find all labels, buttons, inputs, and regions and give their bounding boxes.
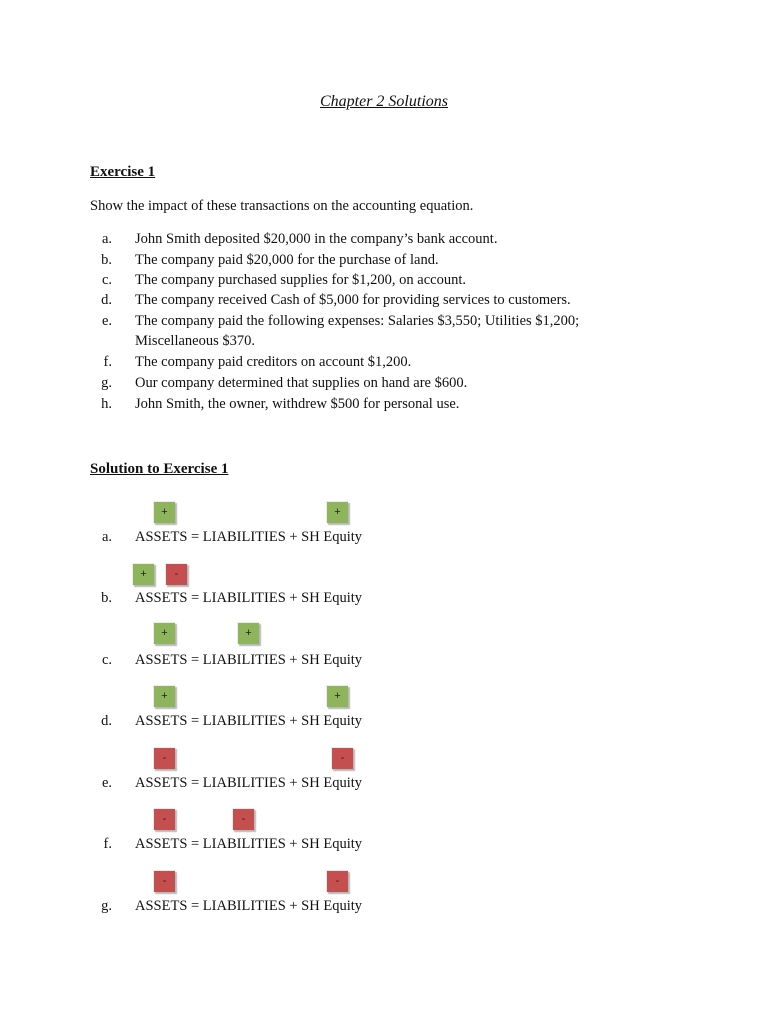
equation-letter: e.: [101, 775, 112, 791]
item-letter: c.: [101, 272, 112, 288]
accounting-equation: ASSETS = LIABILITIES + SH Equity: [135, 529, 363, 545]
equation-letter: c.: [101, 652, 112, 668]
decrease-marker: -: [165, 563, 187, 585]
increase-marker: +: [132, 563, 154, 585]
exercise-heading: Exercise 1: [90, 164, 156, 180]
increase-marker: +: [237, 622, 259, 644]
item-text: The company received Cash of $5,000 for providing services to customers.: [135, 292, 571, 308]
accounting-equation: ASSETS = LIABILITIES + SH Equity: [135, 836, 363, 852]
increase-marker: +: [153, 622, 175, 644]
increase-marker: +: [153, 685, 175, 707]
accounting-equation: ASSETS = LIABILITIES + SH Equity: [135, 713, 363, 729]
increase-marker: +: [326, 501, 348, 523]
item-text: Miscellaneous $370.: [135, 333, 256, 349]
equation-letter: a.: [101, 529, 112, 545]
exercise-instruction: Show the impact of these transactions on the accounting equation.: [90, 198, 474, 214]
item-text: Our company determined that supplies on hand are $600.: [135, 375, 468, 391]
item-text: John Smith deposited $20,000 in the company’s bank account.: [135, 231, 498, 247]
decrease-marker: -: [326, 870, 348, 892]
decrease-marker: -: [153, 870, 175, 892]
decrease-marker: -: [232, 808, 254, 830]
decrease-marker: -: [153, 808, 175, 830]
decrease-marker: -: [331, 747, 353, 769]
accounting-equation: ASSETS = LIABILITIES + SH Equity: [135, 652, 363, 668]
item-letter: e.: [101, 313, 112, 329]
item-text: The company paid $20,000 for the purchase of land.: [135, 252, 439, 268]
item-letter: g.: [101, 375, 112, 391]
decrease-marker: -: [153, 747, 175, 769]
item-letter: b.: [101, 252, 112, 268]
solution-heading: Solution to Exercise 1: [90, 461, 229, 477]
equation-letter: d.: [101, 713, 112, 729]
increase-marker: +: [153, 501, 175, 523]
item-letter: f.: [103, 354, 112, 370]
equation-letter: g.: [101, 898, 112, 914]
accounting-equation: ASSETS = LIABILITIES + SH Equity: [135, 775, 363, 791]
accounting-equation: ASSETS = LIABILITIES + SH Equity: [135, 590, 363, 606]
item-text: John Smith, the owner, withdrew $500 for personal use.: [135, 396, 460, 412]
item-text: The company purchased supplies for $1,200, on account.: [135, 272, 466, 288]
page-title: Chapter 2 Solutions: [319, 93, 448, 110]
item-letter: a.: [101, 231, 112, 247]
accounting-equation: ASSETS = LIABILITIES + SH Equity: [135, 898, 363, 914]
item-letter: d.: [101, 292, 112, 308]
item-text: The company paid the following expenses: Salaries $3,550; Utilities $1,200;: [135, 313, 580, 329]
equation-letter: f.: [103, 836, 112, 852]
item-letter: h.: [101, 396, 112, 412]
item-text: The company paid creditors on account $1,200.: [135, 354, 412, 370]
equation-letter: b.: [101, 590, 112, 606]
increase-marker: +: [326, 685, 348, 707]
